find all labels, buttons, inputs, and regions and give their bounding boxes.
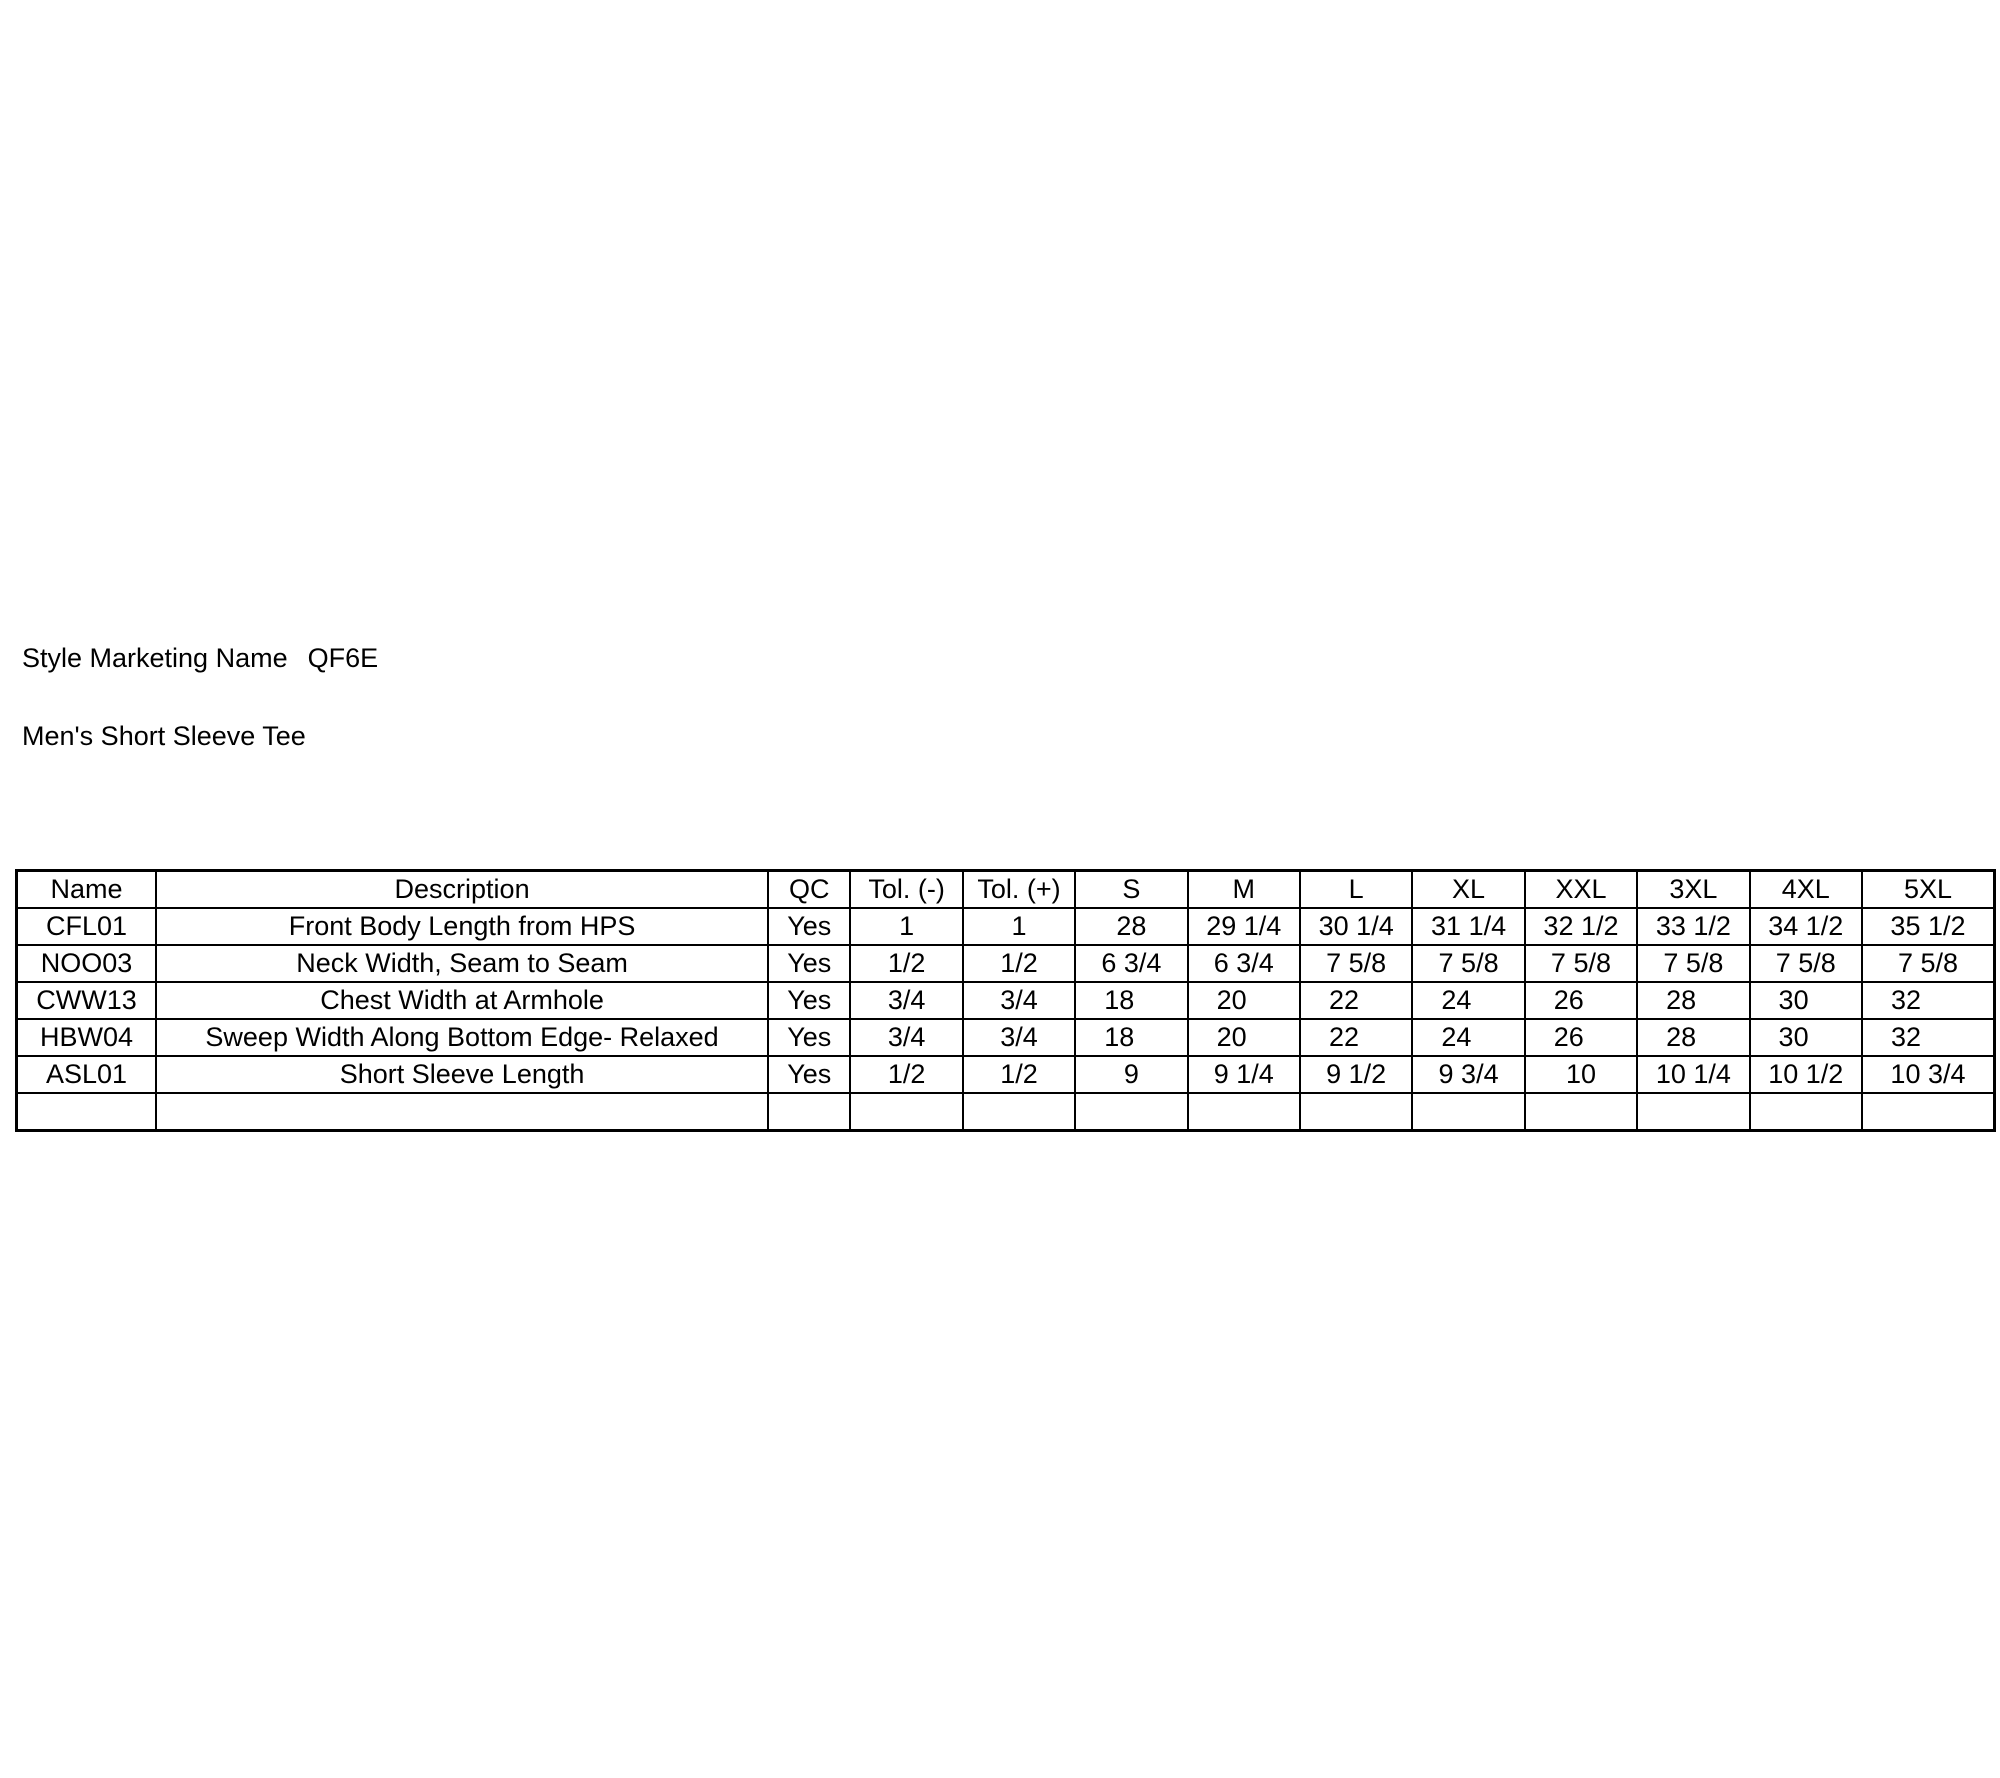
- column-header: L: [1300, 871, 1412, 909]
- table-cell: 10 1/4: [1637, 1056, 1749, 1093]
- table-cell: 28: [1075, 908, 1187, 945]
- table-cell: 1: [850, 908, 962, 945]
- table-cell: 9 3/4: [1412, 1056, 1524, 1093]
- column-header: XXL: [1525, 871, 1637, 909]
- table-cell: [17, 1093, 156, 1131]
- table-row: [17, 908, 1995, 945]
- table-cell: [768, 1093, 850, 1131]
- table-cell: [1637, 1093, 1749, 1131]
- table-cell: 7 5/8: [1637, 945, 1749, 982]
- table-cell: 1: [963, 908, 1075, 945]
- table-cell: 7 5/8: [1862, 945, 1995, 982]
- table-cell: 3/4: [850, 1019, 962, 1056]
- table-cell: 30 1/4: [1300, 908, 1412, 945]
- table-cell: 10: [1525, 1056, 1637, 1093]
- table-cell: 22: [1300, 982, 1412, 1019]
- table-cell: [1750, 1093, 1862, 1131]
- table-cell: 18: [1075, 982, 1187, 1019]
- table-cell: Neck Width, Seam to Seam: [156, 945, 768, 982]
- table-body: [17, 908, 1995, 1131]
- table-cell: 22: [1300, 1019, 1412, 1056]
- table-cell: 10 3/4: [1862, 1056, 1995, 1093]
- style-marketing-label: Style Marketing Name: [22, 643, 288, 673]
- table-cell: 32: [1862, 1019, 1995, 1056]
- table-cell: [156, 1093, 768, 1131]
- column-header: Name: [17, 871, 156, 909]
- table-row: [17, 1093, 1995, 1131]
- table-cell: [1525, 1093, 1637, 1131]
- table-cell: Yes: [768, 945, 850, 982]
- measurement-spec-table: [15, 869, 1996, 1132]
- table-cell: 9 1/4: [1188, 1056, 1300, 1093]
- table-cell: 1/2: [850, 1056, 962, 1093]
- table-cell: CFL01: [17, 908, 156, 945]
- table-row: [17, 982, 1995, 1019]
- table-row: [17, 945, 1995, 982]
- column-header: S: [1075, 871, 1187, 909]
- table-cell: Short Sleeve Length: [156, 1056, 768, 1093]
- table-cell: 32: [1862, 982, 1995, 1019]
- table-cell: 31 1/4: [1412, 908, 1524, 945]
- table-row: [17, 1056, 1995, 1093]
- column-header: 5XL: [1862, 871, 1995, 909]
- column-header: 4XL: [1750, 871, 1862, 909]
- table-cell: [963, 1093, 1075, 1131]
- table-cell: 7 5/8: [1412, 945, 1524, 982]
- column-header: Tol. (+): [963, 871, 1075, 909]
- table-cell: 3/4: [850, 982, 962, 1019]
- table-cell: 7 5/8: [1750, 945, 1862, 982]
- table-cell: 30: [1750, 982, 1862, 1019]
- table-cell: 34 1/2: [1750, 908, 1862, 945]
- column-header: 3XL: [1637, 871, 1749, 909]
- table-cell: [1075, 1093, 1187, 1131]
- table-cell: 7 5/8: [1525, 945, 1637, 982]
- table-cell: 3/4: [963, 1019, 1075, 1056]
- table-cell: 26: [1525, 1019, 1637, 1056]
- column-header: Description: [156, 871, 768, 909]
- table-cell: 6 3/4: [1075, 945, 1187, 982]
- table-cell: NOO03: [17, 945, 156, 982]
- table-cell: Front Body Length from HPS: [156, 908, 768, 945]
- column-header: M: [1188, 871, 1300, 909]
- table-cell: Chest Width at Armhole: [156, 982, 768, 1019]
- column-header: QC: [768, 871, 850, 909]
- table-cell: 35 1/2: [1862, 908, 1995, 945]
- table-cell: 24: [1412, 1019, 1524, 1056]
- table-cell: 9 1/2: [1300, 1056, 1412, 1093]
- table-cell: 1/2: [963, 945, 1075, 982]
- table-cell: 26: [1525, 982, 1637, 1019]
- style-marketing-line: [22, 638, 378, 678]
- table-cell: 7 5/8: [1300, 945, 1412, 982]
- table-cell: 9: [1075, 1056, 1187, 1093]
- table-cell: 10 1/2: [1750, 1056, 1862, 1093]
- table-cell: HBW04: [17, 1019, 156, 1056]
- table-cell: [1862, 1093, 1995, 1131]
- table-cell: 3/4: [963, 982, 1075, 1019]
- table-cell: [1412, 1093, 1524, 1131]
- table-cell: Yes: [768, 1056, 850, 1093]
- table-cell: [1188, 1093, 1300, 1131]
- table-cell: 32 1/2: [1525, 908, 1637, 945]
- style-code: QF6E: [307, 643, 379, 673]
- product-subtitle: Men's Short Sleeve Tee: [22, 721, 306, 751]
- table-cell: 20: [1188, 982, 1300, 1019]
- table-cell: Yes: [768, 982, 850, 1019]
- table-cell: Sweep Width Along Bottom Edge- Relaxed: [156, 1019, 768, 1056]
- column-header: Tol. (-): [850, 871, 962, 909]
- table-header-row: [17, 871, 1995, 909]
- table-cell: Yes: [768, 1019, 850, 1056]
- table-cell: 20: [1188, 1019, 1300, 1056]
- column-header: XL: [1412, 871, 1524, 909]
- table-cell: CWW13: [17, 982, 156, 1019]
- table-cell: 1/2: [850, 945, 962, 982]
- table-cell: 28: [1637, 982, 1749, 1019]
- table-cell: 24: [1412, 982, 1524, 1019]
- table-cell: 1/2: [963, 1056, 1075, 1093]
- table-cell: [1300, 1093, 1412, 1131]
- table-cell: 28: [1637, 1019, 1749, 1056]
- table-cell: Yes: [768, 908, 850, 945]
- table-row: [17, 1019, 1995, 1056]
- table-cell: [850, 1093, 962, 1131]
- table-cell: 18: [1075, 1019, 1187, 1056]
- table-cell: 33 1/2: [1637, 908, 1749, 945]
- table-cell: 29 1/4: [1188, 908, 1300, 945]
- table-cell: ASL01: [17, 1056, 156, 1093]
- table-cell: 30: [1750, 1019, 1862, 1056]
- table-cell: 6 3/4: [1188, 945, 1300, 982]
